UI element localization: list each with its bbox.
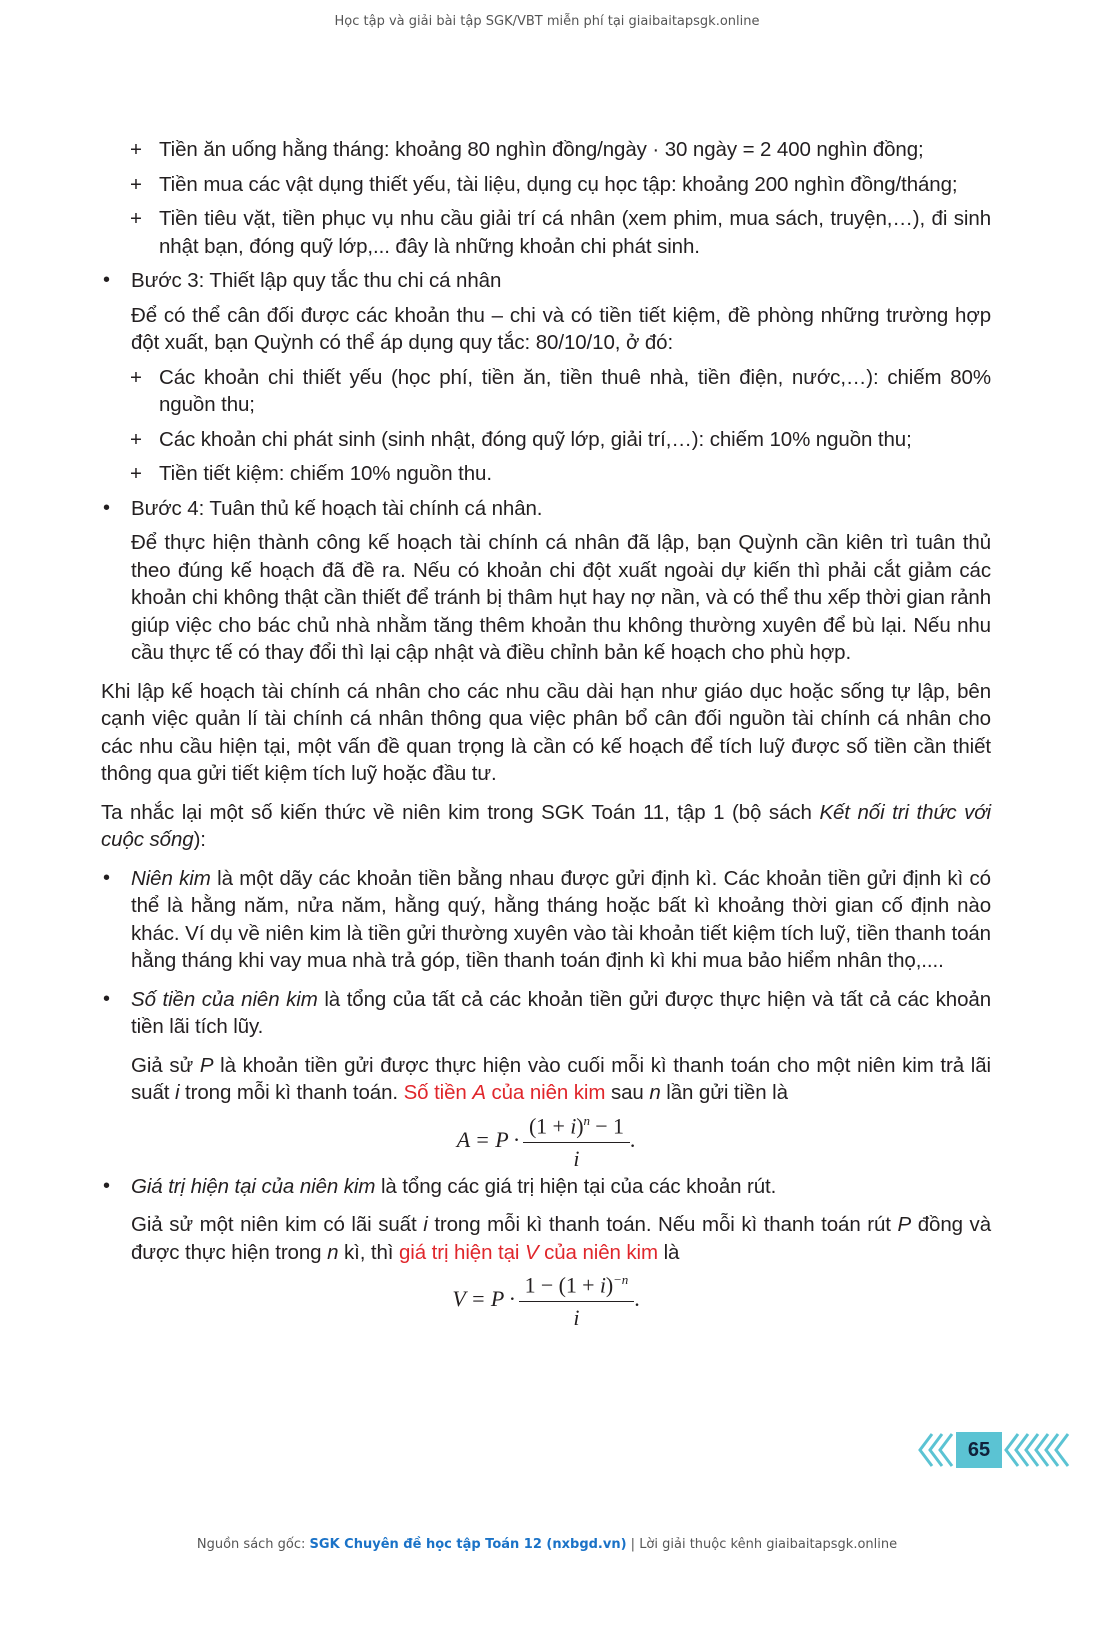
page-number: 65	[956, 1432, 1002, 1468]
list-item: + Tiền mua các vật dụng thiết yếu, tài liệu, dụng cụ học tập: khoảng 200 nghìn đồng/tháng;	[130, 172, 958, 196]
list-item: + Các khoản chi thiết yếu (học phí, tiền ăn, tiền thuê nhà, tiền điện, nước,…): chiếm 80% nguồn thu;	[130, 365, 991, 416]
bullet-annuity-definition: • Niên kim là một dãy các khoản tiền bằng nhau được gửi định kì. Các khoản tiền gửi định kì có thể là hằng năm, nửa năm, hằng quý, hằng tháng hoặc bất kì khoảng thời gian cố định nào khác. Ví dụ về niên kim là tiền gửi thường xuyên vào tài khoản tiết kiệm tích luỹ, tiền thanh toán hằng tháng khi vay mua nhà trả góp, tiền thanh toán định kì khi mua bảo hiểm nhân thọ,....	[103, 866, 991, 972]
list-item: + Tiền tiêu vặt, tiền phục vụ nhu cầu giải trí cá nhân (xem phim, mua sách, truyện,…), đi sinh nhật bạn, đóng quỹ lớp,... đây là những khoản chi phát sinh.	[130, 207, 991, 258]
list-item: + Các khoản chi phát sinh (sinh nhật, đóng quỹ lớp, giải trí,…): chiếm 10% nguồn thu;	[130, 427, 912, 451]
annuity-amount-text: Giả sử P là khoản tiền gửi được thực hiện vào cuối mỗi kì thanh toán cho một niên kim trả lãi suất i trong mỗi kì thanh toán. Số tiền A của niên kim sau n lần gửi tiền là	[131, 1053, 991, 1104]
paragraph-recall: Ta nhắc lại một số kiến thức về niên kim trong SGK Toán 11, tập 1 (bộ sách Kết nối tri thức với cuộc sống):	[101, 800, 991, 851]
step-3-text: Để có thể cân đối được các khoản thu – chi và có tiền tiết kiệm, đề phòng những trường hợp đột xuất, bạn Quỳnh có thể áp dụng quy tắc: 80/10/10, ở đó:	[131, 303, 991, 354]
footer-source: Nguồn sách gốc: SGK Chuyên đề học tập Toán 12 (nxbgd.vn) | Lời giải thuộc kênh giaibaitapsgk.online	[196, 1537, 898, 1552]
chevron-left-decoration-icon	[918, 1432, 958, 1468]
page-number-badge	[918, 1432, 1094, 1470]
formula-present-value: V = P · $\frac{1 - (1 + i)^{-n}}{i}$ .	[101, 1266, 991, 1332]
step-4-text: Để thực hiện thành công kế hoạch tài chính cá nhân đã lập, bạn Quỳnh cần kiên trì tuân thủ theo đúng kế hoạch đã đề ra. Nếu có khoản chi đột xuất ngoài dự kiến thì phải cắt giảm các khoản chi không thật cần thiết để tránh bị thâm hụt hay nợ nần, và có thể thu xếp thời gian rảnh giúp việc cho bác chủ nhà nhằm tăng thêm khoản thu không thường xuyên để bù lại. Nếu nhu cầu thực tế có thay đổi thì lại cập nhật và điều chỉnh bản kế hoạch cho phù hợp.	[131, 531, 991, 664]
step-3-heading: • Bước 3: Thiết lập quy tắc thu chi cá nhân	[103, 269, 502, 292]
bullet-annuity-amount: • Số tiền của niên kim là tổng của tất cả các khoản tiền gửi được thực hiện và tất cả các khoản tiền lãi tích lũy.	[103, 987, 991, 1038]
list-item: + Tiền tiết kiệm: chiếm 10% nguồn thu.	[130, 462, 492, 485]
present-value-text: Giả sử một niên kim có lãi suất i trong mỗi kì thanh toán. Nếu mỗi kì thanh toán rút P đồng và được thực hiện trong n kì, thì giá trị hiện tại V của niên kim là	[131, 1213, 992, 1264]
step-4-heading: • Bước 4: Tuân thủ kế hoạch tài chính cá nhân.	[103, 496, 543, 520]
page-content	[101, 136, 991, 1332]
formula-future-value: A = P · $\frac{(1 + i)^n - 1}{i}$ .	[101, 1107, 991, 1173]
paragraph-long-term: Khi lập kế hoạch tài chính cá nhân cho các nhu cầu dài hạn như giáo dục hoặc sống tự lập, bên cạnh việc quản lí tài chính cá nhân thông qua việc phân bổ cân đối nguồn tài chính cá nhân cho các nhu cầu hiện tại, một vấn đề quan trọng là cần có kế hoạch để tích luỹ được số tiền cần thiết thông qua gửi tiết kiệm tích luỹ hoặc đầu tư.	[101, 679, 991, 785]
bullet-present-value: • Giá trị hiện tại của niên kim là tổng các giá trị hiện tại của các khoản rút.	[103, 1174, 777, 1198]
list-item: + Tiền ăn uống hằng tháng: khoảng 80 nghìn đồng/ngày · 30 ngày = 2 400 nghìn đồng;	[130, 138, 924, 161]
chevron-right-decoration-icon	[1004, 1432, 1094, 1468]
top-banner: Học tập và giải bài tập SGK/VBT miễn phí tại giaibaitapsgk.online	[334, 14, 760, 29]
source-link[interactable]: SGK Chuyên đề học tập Toán 12 (nxbgd.vn)	[309, 1537, 627, 1552]
